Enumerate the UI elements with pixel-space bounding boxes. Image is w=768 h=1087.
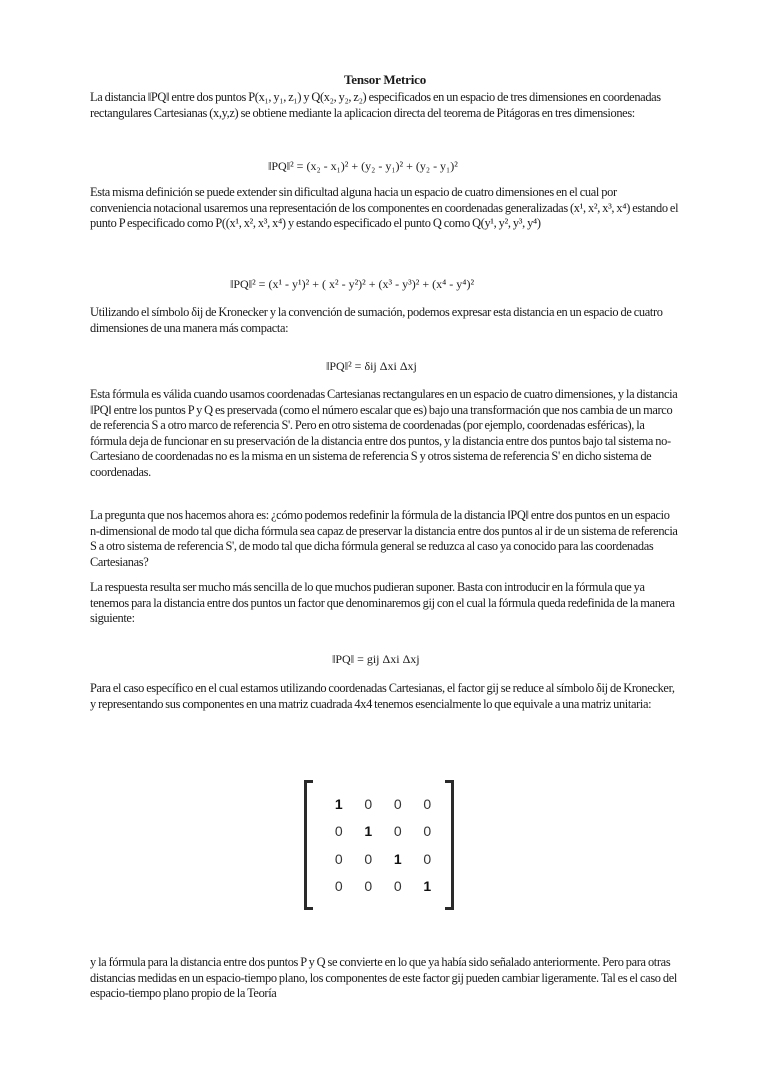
matrix-cell: 0 bbox=[334, 823, 343, 840]
paragraph-6: La respuesta resulta ser mucho más sencilla de lo que muchos pudieran suponer. Basta con introducir en la fórmula que ya tenemos para la distancia entre dos puntos un factor que denominaremos gij con el cual la fórmula queda redefinida de la manera siguiente: bbox=[90, 580, 675, 626]
equation-1: ‖PQ‖² = (x₂ - x₁)² + (y₂ - y₁)² + (y₂ - y₁)² bbox=[268, 159, 458, 173]
matrix-cell: 1 bbox=[364, 823, 373, 840]
matrix-cell: 0 bbox=[423, 823, 432, 840]
matrix-left-bracket bbox=[304, 780, 313, 910]
identity-matrix bbox=[304, 780, 454, 910]
paragraph-2: Esta misma definición se puede extender sin dificultad alguna hacia un espacio de cuatro dimensiones en el cual por conveniencia notacional usaremos una representación de los componentes en coordenadas generalizadas (x¹, x², x³, x⁴) estando el punto P especificado como P((x¹, x², x³, x⁴) y estando especificado el punto Q como Q(y¹, y², y³, y⁴) bbox=[90, 185, 679, 231]
matrix-cell: 1 bbox=[423, 878, 432, 895]
matrix-grid bbox=[324, 790, 442, 900]
matrix-cell: 0 bbox=[334, 878, 343, 895]
equation-2: ‖PQ‖² = (x¹ - y¹)² + ( x² - y²)² + (x³ - y³)² + (x⁴ - y⁴)² bbox=[230, 277, 475, 291]
paragraph-1: La distancia ‖PQ‖ entre dos puntos P(x₁, y₁, z₁) y Q(x₂, y₂, z₂) especificados en un espacio de tres dimensiones en coordenadas rectangulares Cartesianas (x,y,z) se obtiene mediante la aplicacion directa del teorema de Pitágoras en tres dimensiones: bbox=[90, 90, 661, 120]
matrix-cell: 0 bbox=[364, 850, 373, 867]
matrix-cell: 0 bbox=[423, 795, 432, 812]
paragraph-8: y la fórmula para la distancia entre dos puntos P y Q se convierte en lo que ya había sido señalado anteriormente. Pero para otras distancias medidas en un espacio-tiempo plano, los componentes de este factor gij pueden cambiar ligeramente. Tal es el caso del espacio-tiempo plano propio de la Teoría bbox=[90, 955, 677, 1001]
paragraph-5: La pregunta que nos hacemos ahora es: ¿cómo podemos redefinir la fórmula de la distancia ‖PQ‖ entre dos puntos en un espacio n-dimensional de modo tal que dicha fórmula sea capaz de preservar la distancia entre dos puntos al ir de un sistema de referencia S a otro sistema de referencia S', de modo tal que dicha fórmula general se reduzca al caso ya conocido para las coordenadas Cartesianas? bbox=[90, 508, 678, 569]
document-title: Tensor Metrico bbox=[343, 72, 427, 87]
equation-3: ‖PQ‖² = δij Δxi Δxj bbox=[326, 359, 417, 373]
matrix-cell: 0 bbox=[423, 850, 432, 867]
document-page bbox=[90, 72, 680, 1001]
matrix-cell: 0 bbox=[364, 795, 373, 812]
matrix-cell: 0 bbox=[364, 878, 373, 895]
matrix-cell: 0 bbox=[393, 878, 402, 895]
paragraph-4: Esta fórmula es válida cuando usamos coordenadas Cartesianas rectangulares en un espacio de cuatro dimensiones, y la distancia ‖PQ‖ entre los puntos P y Q es preservada (como el número escalar que es) bajo una transformación que nos cambia de un marco de referencia S a otro marco de referencia S'. Pero en otro sistema de coordenadas (por ejemplo, coordenadas esféricas), la fórmula deja de funcionar en su preservación de la distancia entre dos puntos, y la distancia entre dos puntos bajo tal sistema no-Cartesiano de coordenadas no es la misma en un sistema de referencia S y otros sistema de referencia S' en dicho sistema de coordenadas. bbox=[90, 387, 678, 479]
matrix-cell: 0 bbox=[334, 850, 343, 867]
matrix-cell: 0 bbox=[393, 795, 402, 812]
matrix-cell: 1 bbox=[393, 850, 402, 867]
matrix-right-bracket bbox=[445, 780, 454, 910]
matrix-cell: 1 bbox=[334, 795, 343, 812]
matrix-cell: 0 bbox=[393, 823, 402, 840]
equation-4: ‖PQ‖ = gij Δxi Δxj bbox=[332, 652, 420, 666]
paragraph-7: Para el caso específico en el cual estamos utilizando coordenadas Cartesianas, el factor gij se reduce al símbolo δij de Kronecker, y representando sus componentes en una matriz cuadrada 4x4 tenemos esencialmente lo que equivale a una matriz unitaria: bbox=[90, 681, 675, 711]
paragraph-3: Utilizando el símbolo δij de Kronecker y la convención de sumación, podemos expresar esta distancia en un espacio de cuatro dimensiones de una manera más compacta: bbox=[90, 305, 663, 335]
